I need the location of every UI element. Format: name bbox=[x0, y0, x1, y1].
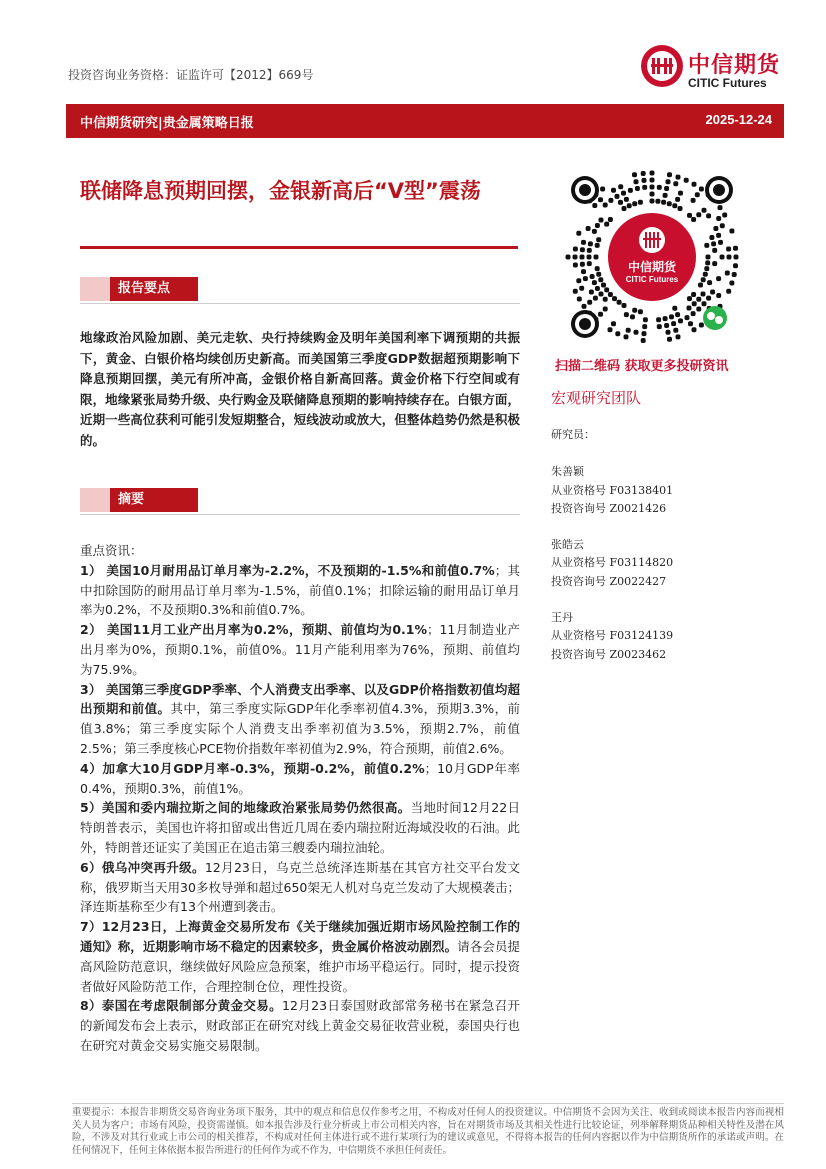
qr-module bbox=[626, 328, 631, 333]
qr-module bbox=[711, 241, 716, 246]
qr-module bbox=[635, 186, 640, 191]
qr-module bbox=[669, 314, 674, 319]
qr-module bbox=[628, 188, 633, 193]
qr-module bbox=[615, 331, 620, 336]
qr-module bbox=[664, 323, 669, 328]
qr-module bbox=[663, 316, 668, 321]
qr-module bbox=[621, 191, 626, 196]
qr-module bbox=[604, 222, 609, 227]
researcher-entry bbox=[551, 536, 791, 591]
qr-module bbox=[624, 334, 629, 339]
qr-module bbox=[716, 233, 721, 238]
qr-module bbox=[726, 289, 731, 294]
qr-module bbox=[595, 223, 600, 228]
news-item: 2） 美国11月工业产出月率为0.2%，预期、前值均为0.1%；11月制造业产出月率为0%，预期0.1%，前值0%。11月产能利用率为76%，预期、前值均为75.9%。 bbox=[80, 622, 520, 677]
qr-module bbox=[589, 290, 594, 295]
qr-module bbox=[673, 328, 678, 333]
qr-module bbox=[603, 203, 608, 208]
qr-module bbox=[667, 337, 672, 342]
footer-divider bbox=[72, 1103, 784, 1104]
qr-module bbox=[593, 296, 598, 301]
qr-module bbox=[608, 217, 613, 222]
citic-emblem-icon bbox=[640, 44, 684, 88]
qr-module bbox=[688, 321, 693, 326]
qr-module bbox=[676, 175, 681, 180]
qr-module bbox=[577, 297, 582, 302]
qr-module bbox=[592, 229, 597, 234]
qr-module bbox=[657, 185, 662, 190]
researcher-name: 王丹 bbox=[551, 611, 573, 625]
researchers-label: 研究员： bbox=[551, 428, 595, 441]
qr-module bbox=[716, 293, 721, 298]
qr-module bbox=[716, 216, 721, 221]
news-item: 1） 美国10月耐用品订单月率为-2.2%，不及预期的-1.5%和前值0.7%；其中扣除国防的耐用品订单月率为-1.5%，前值0.1%；扣除运输的耐用品订单月率为0.2%，不及预期0.3%和前值0.7%。 bbox=[80, 562, 520, 618]
title-divider bbox=[80, 246, 518, 249]
researcher-cert: 从业资格号 F03124139 bbox=[551, 629, 674, 643]
qr-module bbox=[638, 200, 643, 205]
qr-module bbox=[598, 197, 603, 202]
qr-module bbox=[706, 296, 711, 301]
qr-module bbox=[678, 191, 683, 196]
qr-module bbox=[684, 178, 689, 183]
qr-module bbox=[687, 306, 692, 311]
section-divider bbox=[80, 303, 520, 304]
header-bar bbox=[66, 104, 784, 138]
qr-caption: 扫描二维码 获取更多投研资讯 bbox=[555, 359, 729, 374]
qr-module bbox=[673, 181, 678, 186]
researcher-consult: 投资咨询号 Z0022427 bbox=[551, 574, 667, 588]
qr-module bbox=[687, 213, 692, 218]
researcher-entry bbox=[551, 463, 791, 518]
qr-module bbox=[582, 304, 587, 309]
qr-module bbox=[641, 171, 646, 176]
license-text: 投资咨询业务资格：证监许可【2012】669号 bbox=[68, 68, 314, 82]
qr-module bbox=[611, 321, 616, 326]
qr-finder bbox=[579, 318, 591, 330]
qr-module bbox=[650, 192, 655, 197]
qr-module bbox=[641, 338, 646, 343]
report-series-label: 中信期货研究|贵金属策略日报 bbox=[80, 116, 254, 131]
qr-module bbox=[595, 286, 600, 291]
qr-module bbox=[592, 203, 597, 208]
qr-module bbox=[608, 292, 613, 297]
qr-module bbox=[618, 200, 623, 205]
researcher-cert: 从业资格号 F03138401 bbox=[551, 483, 674, 497]
qr-module bbox=[643, 317, 648, 322]
qr-module bbox=[704, 243, 709, 248]
citic-futures-logo bbox=[640, 44, 805, 96]
qr-module bbox=[650, 178, 655, 183]
qr-module bbox=[598, 312, 603, 317]
qr-module bbox=[672, 306, 677, 311]
qr-module bbox=[666, 330, 671, 335]
qr-module bbox=[706, 213, 711, 218]
qr-module bbox=[692, 327, 697, 332]
qr-module bbox=[685, 315, 690, 320]
qr-module bbox=[702, 301, 707, 306]
qr-brand-en: CITIC Futures bbox=[625, 275, 679, 284]
qr-module bbox=[692, 182, 697, 187]
qr-module bbox=[676, 334, 681, 339]
qr-module bbox=[642, 185, 647, 190]
qr-module bbox=[580, 247, 585, 252]
qr-module bbox=[632, 308, 637, 313]
qr-module bbox=[600, 187, 605, 192]
qr-module bbox=[603, 297, 608, 302]
qr-module bbox=[618, 184, 623, 189]
qr-module bbox=[656, 317, 661, 322]
news-item: 6）俄乌冲突再升级。12月23日，乌克兰总统泽连斯基在其官方社交平台发文称，俄罗斯当天用30多枚导弹和超过650架无人机对乌克兰发动了大规模袭击；泽连斯基称至少有13个州遭到袭击。 bbox=[80, 859, 520, 915]
qr-module bbox=[675, 197, 680, 202]
qr-module bbox=[701, 292, 706, 297]
news-item: 3） 美国第三季度GDP季率、个人消费支出季率、以及GDP价格指数初值均超出预期和前值。其中，第三季度实际GDP年化季率初值4.3%，预期3.3%，前值3.8%；第三季度实际个人消费支出季率初值为3.5%，预期2.7%，前值2.5%；第三季度核心PCE物价指数年率初值为2.9%，符合预期，前值2.6%。 bbox=[80, 681, 520, 756]
qr-module bbox=[642, 324, 647, 329]
section-divider bbox=[80, 514, 520, 515]
qr-module bbox=[627, 203, 632, 208]
disclaimer-footer: 重要提示：本报告非期货交易咨询业务项下服务，其中的观点和信息仅作参考之用，不构成对任何人的投资建议。中信期货不会因为关注、收到或阅读本报告内容而视相关人员为客户；市场有风险，投资需谨慎。如本报告涉及行业分析或上市公司相关内容，旨在对期货市场及其相关性进行比较论证，列举解释期货品种相关特性及潜在风险，不涉及对其行业或上市公司的相关推荐，不构成对任何主体进行或不进行某项行为的建议或意见，不得将本报告的任何内容据以作为中信期货所作的承诺或声明。在任何情况下，任何主体依据本报告所进行的任何作为或不作为，中信期货不承担任何责任。 bbox=[72, 1107, 784, 1156]
qr-module bbox=[579, 286, 584, 291]
qr-module bbox=[709, 235, 714, 240]
qr-module bbox=[642, 331, 647, 336]
qr-module bbox=[608, 198, 613, 203]
qr-module bbox=[573, 247, 578, 252]
qr-module bbox=[632, 201, 637, 206]
qr-module bbox=[630, 314, 635, 319]
qr-module bbox=[691, 217, 696, 222]
qr-module bbox=[634, 330, 639, 335]
qr-module bbox=[712, 248, 717, 253]
qr-module bbox=[612, 296, 617, 301]
qr-module bbox=[624, 312, 629, 317]
qr-module bbox=[604, 287, 609, 292]
qr-module bbox=[718, 205, 723, 210]
qr-code-graphic bbox=[565, 170, 739, 344]
qr-module bbox=[691, 292, 696, 297]
news-item: 5）美国和委内瑞拉斯之间的地缘政治紧张局势仍然很高。当地时间12月22日特朗普表示，美国也许将扣留或出售近几周在委内瑞拉附近海域没收的石油。此外，特朗普还证实了美国正在追击第三艘委内瑞拉油轮。 bbox=[80, 800, 521, 855]
abstract-tab: 摘要 bbox=[80, 488, 198, 512]
qr-module bbox=[603, 307, 608, 312]
qr-module bbox=[615, 194, 620, 199]
qr-module bbox=[595, 243, 600, 248]
qr-module bbox=[587, 300, 592, 305]
qr-module bbox=[655, 199, 660, 204]
qr-module bbox=[718, 240, 723, 245]
qr-module bbox=[678, 318, 683, 323]
qr-module bbox=[581, 240, 586, 245]
qr-module bbox=[573, 289, 578, 294]
qr-module bbox=[671, 321, 676, 326]
report-title: 联储降息预期回摆，金银新高后“V型”震荡 bbox=[80, 179, 481, 203]
qr-module bbox=[713, 226, 718, 231]
report-date: 2025-12-24 bbox=[705, 112, 772, 127]
qr-module bbox=[667, 201, 672, 206]
qr-module bbox=[611, 188, 616, 193]
logo-en-text: CITIC Futures bbox=[688, 76, 767, 90]
researcher-consult: 投资咨询号 Z0021426 bbox=[551, 501, 667, 515]
qr-module bbox=[657, 324, 662, 329]
qr-module bbox=[650, 199, 655, 204]
qr-finder bbox=[713, 184, 725, 196]
news-item: 8）泰国在考虑限制部分黄金交易。12月23日泰国财政部常务秘书在紧急召开的新闻发布会上表示，财政部正在研究对线上黄金交易征收营业税，泰国央行也在研究对黄金交易实施交易限制。 bbox=[80, 998, 521, 1053]
qr-module bbox=[622, 303, 627, 308]
abstract-section-header bbox=[80, 488, 520, 514]
qr-module bbox=[722, 213, 727, 218]
qr-module bbox=[667, 172, 672, 177]
qr-module bbox=[666, 179, 671, 184]
key-points-tab: 报告要点 bbox=[80, 277, 198, 301]
qr-module bbox=[622, 206, 627, 211]
qr-module bbox=[695, 192, 700, 197]
qr-finder bbox=[579, 184, 591, 196]
qr-module bbox=[587, 248, 592, 253]
qr-module bbox=[632, 172, 637, 177]
researcher-entry bbox=[551, 609, 791, 664]
qr-module bbox=[729, 229, 734, 234]
qr-module bbox=[696, 297, 701, 302]
qr-module bbox=[691, 198, 696, 203]
news-intro: 重点资讯： bbox=[80, 543, 143, 558]
key-points-section-header bbox=[80, 277, 520, 303]
news-item: 4）加拿大10月GDP月率-0.3%，预期-0.2%，前值0.2%；10月GDP年率0.4%，预期0.3%，前值1%。 bbox=[80, 760, 520, 796]
qr-module bbox=[699, 323, 704, 328]
qr-module bbox=[596, 237, 601, 242]
researchers-list bbox=[551, 426, 791, 682]
team-name: 宏观研究团队 bbox=[551, 389, 642, 407]
researcher-cert: 从业资格号 F03114820 bbox=[551, 556, 674, 570]
qr-module bbox=[624, 197, 629, 202]
qr-module bbox=[588, 241, 593, 246]
qr-module bbox=[678, 206, 683, 211]
qr-module bbox=[720, 223, 725, 228]
logo-cn-text: 中信期货 bbox=[688, 52, 781, 78]
qr-module bbox=[638, 309, 643, 314]
qr-module bbox=[634, 179, 639, 184]
summary-paragraph: 地缘政治风险加剧、美元走软、央行持续购金及明年美国利率下调预期的共振下，黄金、白银价格均续创历史新高。而美国第三季度GDP数据超预期影响下降息预期回摆，美元有所冲高，金银价格自新高回落。黄金价格下行空间或有限，地缘紧张局势升级、央行购金及联储降息预期的影响持续存在。白银方面，近期一些高位获利可能引发短期整合，短线波动或放大，但整体趋势仍然是积极的。 bbox=[80, 330, 520, 448]
qr-brand-cn: 中信期货 bbox=[627, 260, 676, 274]
qr-code[interactable] bbox=[565, 170, 739, 344]
researcher-name: 朱善颖 bbox=[551, 465, 584, 479]
qr-module bbox=[702, 208, 707, 213]
researcher-name: 张皓云 bbox=[551, 538, 584, 552]
qr-module bbox=[664, 186, 669, 191]
qr-module bbox=[691, 311, 696, 316]
qr-module bbox=[687, 296, 692, 301]
qr-module bbox=[599, 292, 604, 297]
qr-module bbox=[608, 327, 613, 332]
qr-module bbox=[599, 218, 604, 223]
news-body bbox=[80, 541, 520, 1056]
qr-module bbox=[617, 300, 622, 305]
qr-module bbox=[672, 203, 677, 208]
qr-module bbox=[675, 312, 680, 317]
qr-module bbox=[733, 246, 738, 251]
qr-module bbox=[696, 212, 701, 217]
qr-module bbox=[586, 226, 591, 231]
qr-module bbox=[642, 178, 647, 183]
qr-module bbox=[699, 187, 704, 192]
qr-module bbox=[726, 247, 731, 252]
researcher-consult: 投资咨询号 Z0023462 bbox=[551, 647, 667, 661]
qr-module bbox=[692, 301, 697, 306]
qr-module bbox=[650, 185, 655, 190]
qr-module bbox=[696, 307, 701, 312]
qr-module bbox=[661, 200, 666, 205]
qr-module bbox=[576, 231, 581, 236]
qr-module bbox=[710, 290, 715, 295]
news-item: 7）12月23日，上海黄金交易所发布《关于继续加强近期市场风险控制工作的通知》称，近期影响市场不稳定的因素较多，贵金属价格波动剧烈。请各会员提高风险防范意识，继续做好风险应急预案，维护市场平稳运行。同时，提示投资者做好风险防范工作，合理控制仓位，理性投资。 bbox=[80, 919, 520, 994]
qr-module bbox=[663, 193, 668, 198]
qr-module bbox=[650, 171, 655, 176]
